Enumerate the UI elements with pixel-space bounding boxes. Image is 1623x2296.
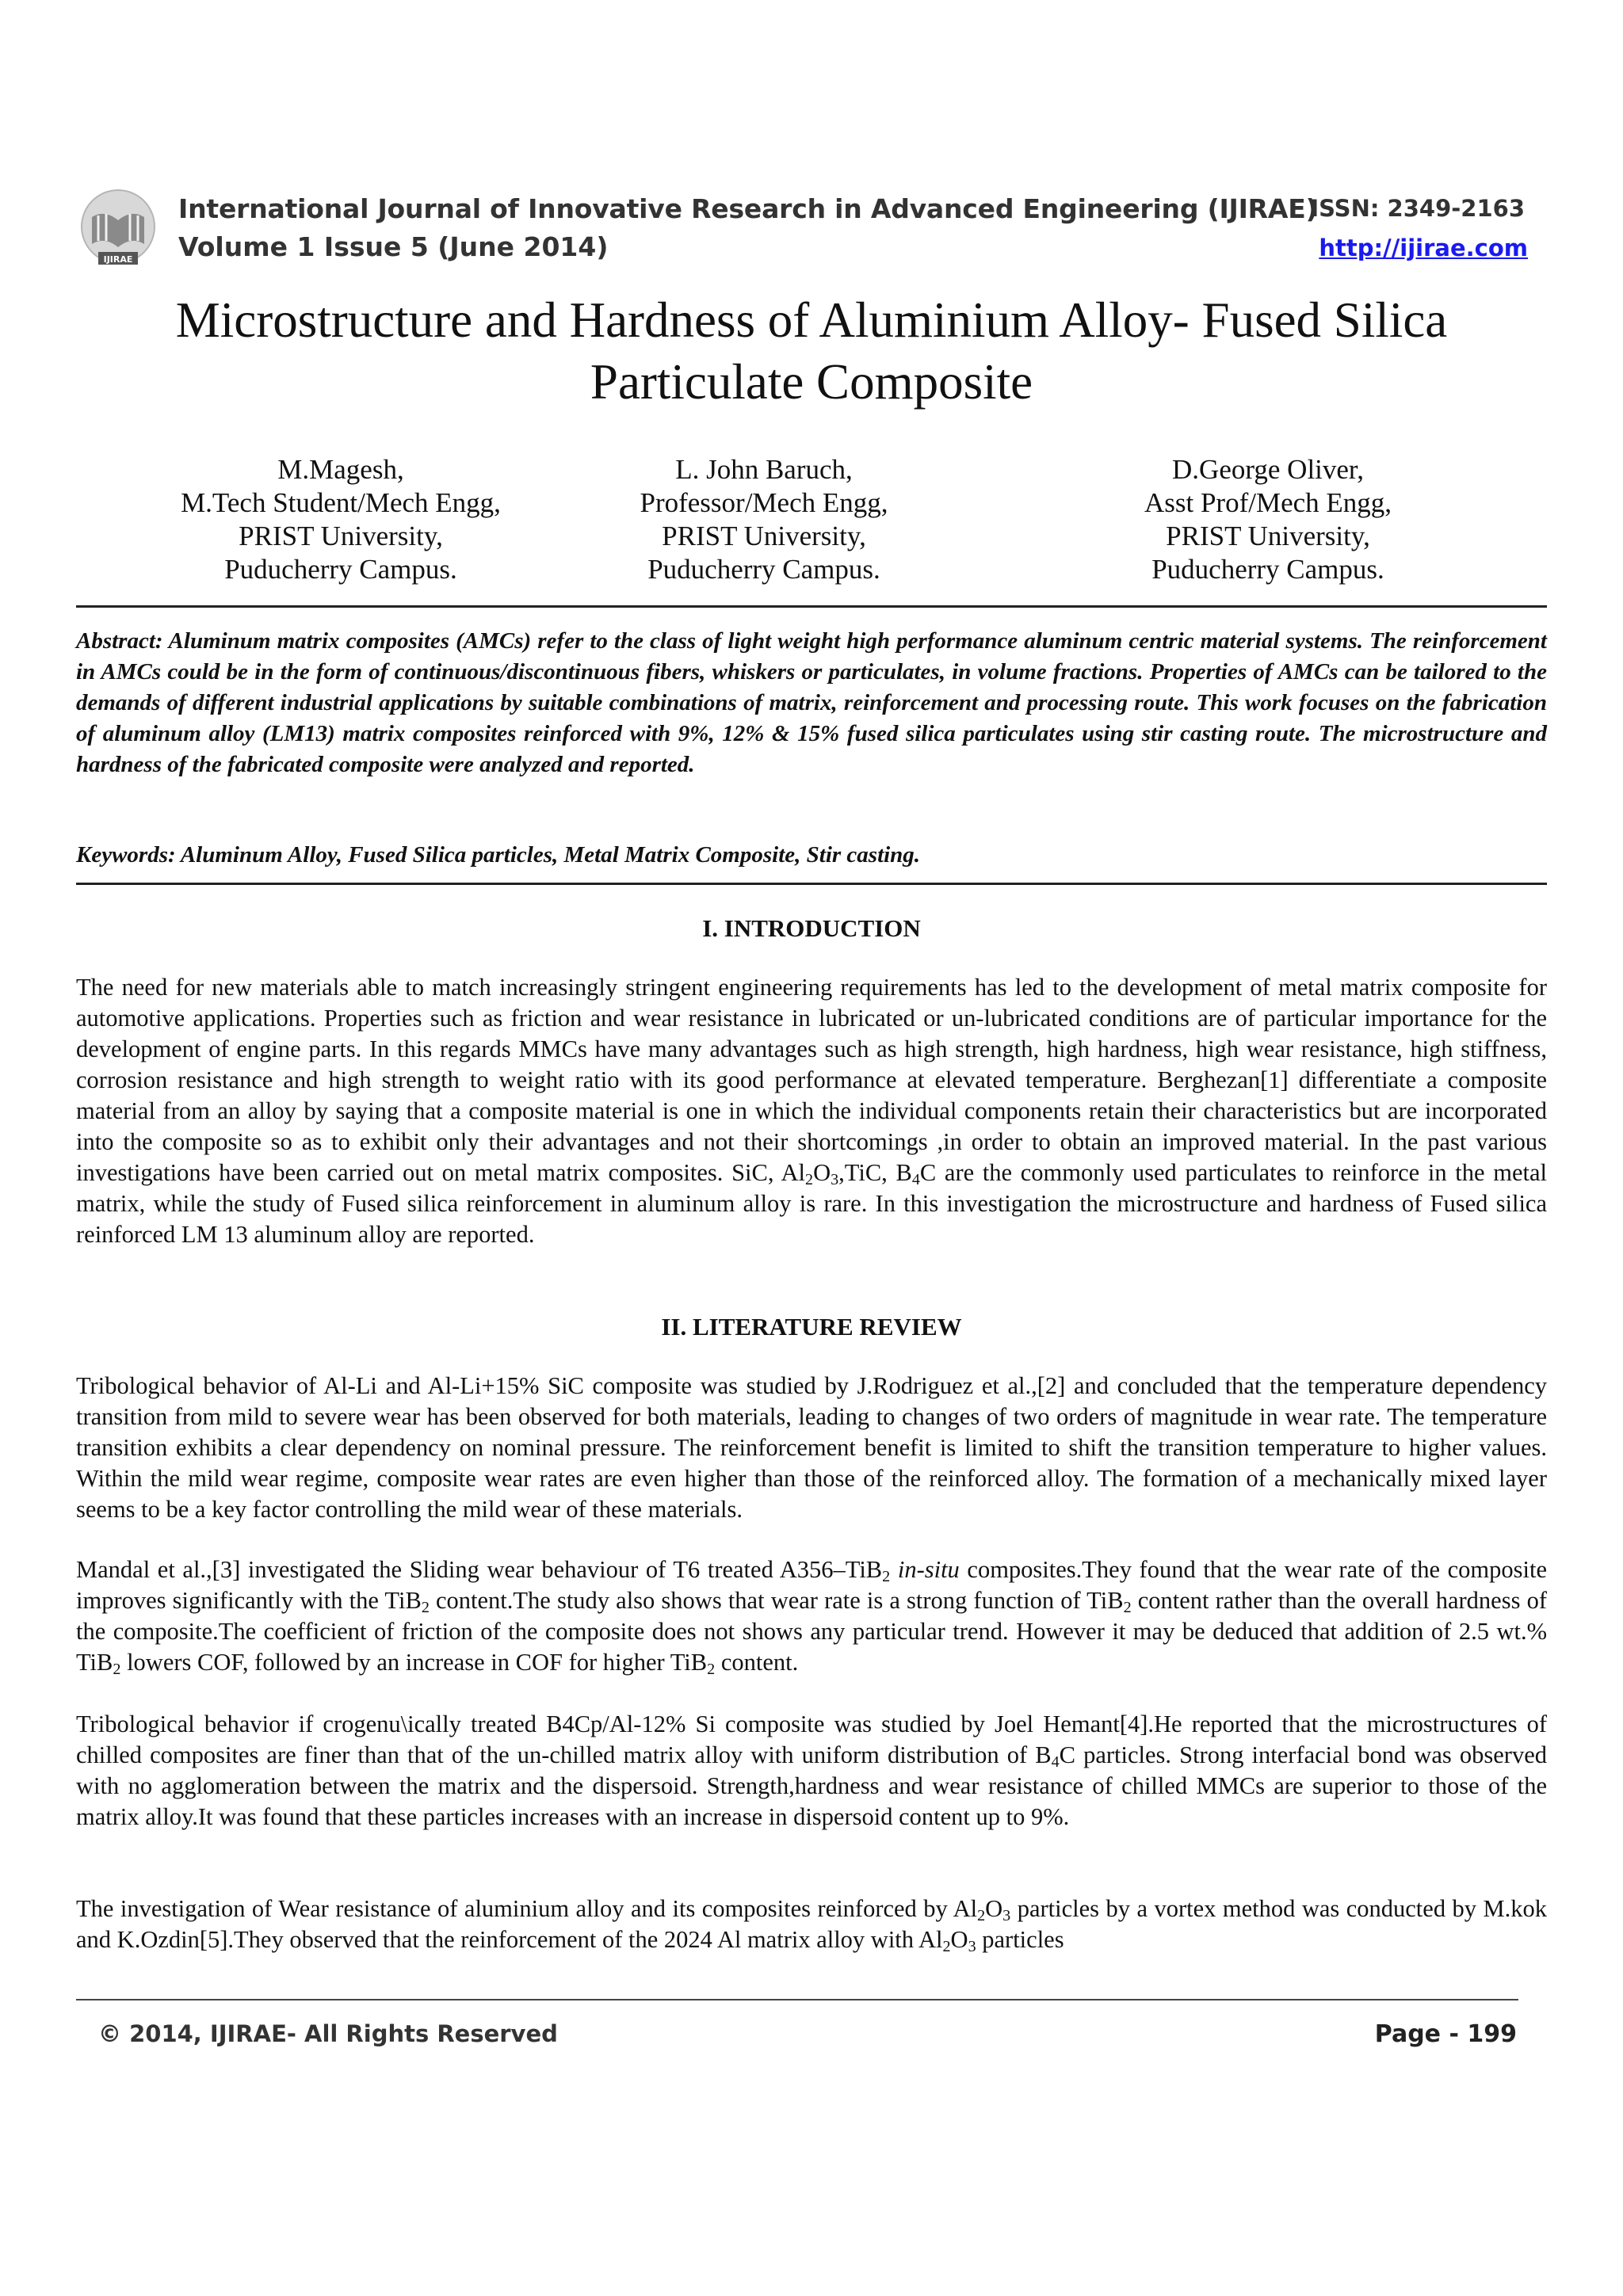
text-run: C are the commonly used particulates to reinforce in the metal matrix, while the study of Fused silica reinforcement in aluminum alloy is rare. In this investigation the microstructure and hardness of Fused silica reinforced LM 13 aluminum alloy are reported. xyxy=(76,1159,1547,1248)
subscript: 2 xyxy=(707,1661,716,1679)
author-campus: Puducherry Campus. xyxy=(647,554,880,585)
text-run: ,TiC, B xyxy=(838,1159,912,1186)
text-run: C particles. Strong interfacial bond was observed with no agglomeration between the matrix and the dispersoid. Strength,hardness and wear resistance of chilled MMCs are superior to those of the matrix alloy.It was found that these particles increases with an increase in dispersoid content up to 9%. xyxy=(76,1741,1547,1830)
text-run: composites.They found that the wear rate of the composite improves significantly with the TiB xyxy=(76,1556,1547,1614)
author-block-3 xyxy=(1046,453,1490,586)
journal-url-link[interactable]: http://ijirae.com xyxy=(1319,235,1528,261)
journal-issn: ISSN: 2349-2163 xyxy=(1310,195,1525,222)
subscript: 2 xyxy=(421,1599,430,1617)
text-run: content.The study also shows that wear rate is a strong function of TiB xyxy=(429,1587,1124,1614)
literature-paragraph-1: Tribological behavior of Al-Li and Al-Li+15% SiC composite was studied by J.Rodriguez et al.,[2] and concluded that the temperature dependency transition from mild to severe wear has been observed for both materials, leading to changes of two orders of magnitude in wear rate. The temperature transition exhibits a clear dependency on nominal pressure. The reinforcement benefit is limited to shift the transition temperature to higher values. Within the mild wear regime, composite wear rates are even higher than those of the reinforced alloy. The formation of a mechanically mixed layer seems to be a key factor controlling the mild wear of these materials. xyxy=(76,1372,1547,1523)
text-run: O xyxy=(985,1895,1003,1922)
divider-bottom xyxy=(76,883,1547,885)
paper-title-line-1: Microstructure and Hardness of Aluminium Alloy- Fused Silica xyxy=(175,292,1448,348)
text-run: lowers COF, followed by an increase in COF for higher TiB xyxy=(120,1649,708,1676)
author-university: PRIST University, xyxy=(239,521,443,551)
text-run xyxy=(890,1556,898,1583)
subscript: 2 xyxy=(942,1938,951,1956)
text-run: The need for new materials able to match increasingly stringent engineering requirements has led to the development of metal matrix composite for automotive applications. Properties such as friction and wear resistance in lubricated or un-lubricated conditions are of particular importance for the development of engine parts. In this regards MMCs have many advantages such as high strength, high hardness, high wear resistance, high stiffness, corrosion resistance and high strength to weight ratio with its good performance at elevated temperature. Berghezan[1] differentiate a composite material from an alloy by saying that a composite material is one in which the individual components retain their characteristics but are incorporated into the composite so as to exhibit only their advantages and not their shortcomings ,in order to obtain an improved material. In the past various investigations have been carried out on metal matrix composites. SiC, Al xyxy=(76,974,1547,1186)
page-number: Page - 199 xyxy=(1374,2020,1517,2048)
author-name: M.Magesh, xyxy=(277,454,404,485)
literature-paragraph-3 xyxy=(76,1709,1547,1833)
author-campus: Puducherry Campus. xyxy=(224,554,457,585)
subscript: 3 xyxy=(1002,1907,1011,1925)
journal-name: International Journal of Innovative Research in Advanced Engineering (IJIRAE) xyxy=(178,193,1318,224)
subscript: 2 xyxy=(113,1661,121,1679)
paper-title-line-2: Particulate Composite xyxy=(590,354,1033,410)
subscript: 2 xyxy=(882,1568,891,1586)
author-role: Asst Prof/Mech Engg, xyxy=(1144,487,1392,518)
footer-copyright: © 2014, IJIRAE- All Rights Reserved xyxy=(98,2020,558,2047)
author-university: PRIST University, xyxy=(662,521,866,551)
footer-divider xyxy=(76,1999,1518,2000)
text-run: O xyxy=(950,1926,968,1953)
paper-title xyxy=(76,289,1547,413)
text-run: particles by a vortex method was conducted by M.kok and K.Ozdin[5].They observed that the reinforcement of the 2024 Al matrix alloy with Al xyxy=(76,1895,1548,1953)
abstract: Abstract: Aluminum matrix composites (AMCs) refer to the class of light weight high performance aluminum centric material systems. The reinforcement in AMCs could be in the form of continuous/discontinuous fibers, whiskers or particulates, in volume fractions. Properties of AMCs can be tailored to the demands of different industrial applications by suitable combinations of matrix, reinforcement and processing route. This work focuses on the fabrication of aluminum alloy (LM13) matrix composites reinforced with 9%, 12% & 15% fused silica particulates using stir casting route. The microstructure and hardness of the fabricated composite were analyzed and reported. xyxy=(76,628,1547,777)
author-block-1 xyxy=(119,453,563,586)
author-block-2 xyxy=(542,453,986,586)
author-name: D.George Oliver, xyxy=(1172,454,1364,485)
subscript: 4 xyxy=(911,1171,920,1189)
literature-paragraph-4 xyxy=(76,1894,1547,1955)
section-heading-literature-review: II. LITERATURE REVIEW xyxy=(661,1313,962,1341)
logo-text: IJIRAE xyxy=(103,254,133,265)
text-run: Mandal et al.,[3] investigated the Sliding wear behaviour of T6 treated A356–TiB xyxy=(76,1556,883,1583)
keywords: Keywords: Aluminum Alloy, Fused Silica particles, Metal Matrix Composite, Stir casting. xyxy=(76,842,921,868)
subscript: 2 xyxy=(805,1171,814,1189)
author-name: L. John Baruch, xyxy=(675,454,853,485)
subscript: 2 xyxy=(1123,1599,1132,1617)
author-role: M.Tech Student/Mech Engg, xyxy=(181,487,501,518)
section-heading-introduction: I. INTRODUCTION xyxy=(702,914,921,942)
author-role: Professor/Mech Engg, xyxy=(640,487,888,518)
subscript: 3 xyxy=(831,1171,839,1189)
italic-text: in-situ xyxy=(897,1556,960,1583)
text-run: Tribological behavior if crogenu\ically treated B4Cp/Al-12% Si composite was studied by Joel Hemant[4].He reported that the microstructures of chilled composites are finer than that of the un-chilled matrix alloy with uniform distribution of B xyxy=(76,1711,1547,1768)
subscript: 4 xyxy=(1051,1753,1060,1772)
text-run: particles xyxy=(976,1926,1064,1953)
text-run: O xyxy=(813,1159,831,1186)
journal-logo xyxy=(74,185,162,273)
introduction-paragraph xyxy=(76,972,1547,1250)
author-university: PRIST University, xyxy=(1166,521,1370,551)
author-campus: Puducherry Campus. xyxy=(1151,554,1384,585)
text-run: The investigation of Wear resistance of aluminium alloy and its composites reinforced by Al xyxy=(76,1895,978,1922)
text-run: content. xyxy=(715,1649,799,1676)
subscript: 3 xyxy=(968,1938,976,1956)
journal-volume: Volume 1 Issue 5 (June 2014) xyxy=(178,231,609,262)
literature-paragraph-2 xyxy=(76,1554,1547,1678)
text-run: content rather than the overall hardness of the composite.The coefficient of friction of the composite does not shows any particular trend. However it may be deduced that addition of 2.5 wt.% TiB xyxy=(76,1587,1547,1676)
divider-top xyxy=(76,605,1547,608)
subscript: 2 xyxy=(977,1907,986,1925)
